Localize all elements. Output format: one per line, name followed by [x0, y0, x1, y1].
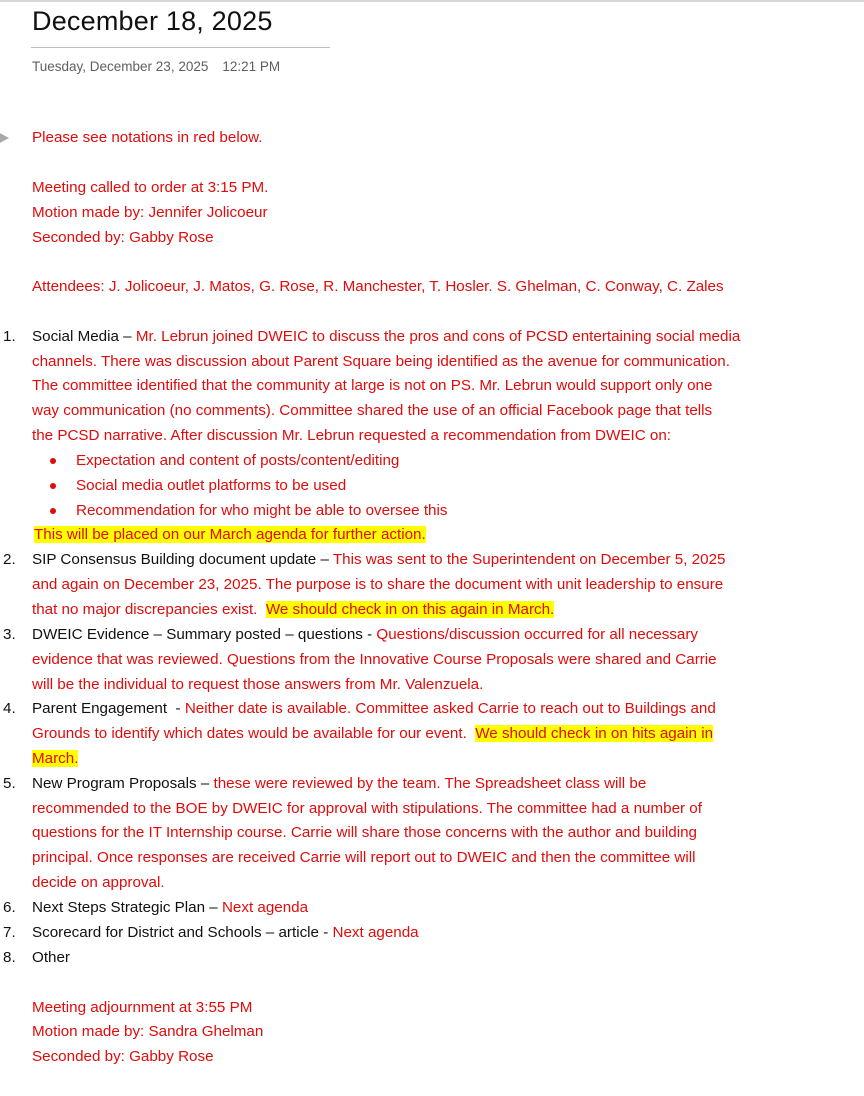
item-note: Next agenda — [221, 899, 309, 916]
item-note-line: will be the individual to request those answers from Mr. Valenzuela. — [32, 676, 484, 693]
item-note: Mr. Lebrun joined DWEIC to discuss the pros and cons of PCSD entertaining social media — [135, 328, 741, 345]
item-note-line: questions for the IT Internship course. Carrie will share those concerns with the author and building — [32, 824, 697, 841]
list-number: 5. — [3, 775, 16, 792]
bullet-icon — [50, 483, 56, 489]
item-note-line: way communication (no comments). Committee shared the use of an official Facebook page that tells — [32, 402, 713, 419]
item-label: SIP Consensus Building document update – — [32, 551, 333, 568]
top-border — [0, 0, 864, 2]
opening-line: Meeting called to order at 3:15 PM. — [32, 179, 269, 196]
sub-list-item: Recommendation for who might be able to oversee this — [76, 502, 448, 519]
item-note-line — [32, 722, 713, 747]
item-label: DWEIC Evidence – Summary posted – questions - — [32, 626, 377, 643]
item-label: Social Media – — [32, 328, 136, 345]
item-label: Scorecard for District and Schools – article - — [32, 924, 333, 941]
list-item — [32, 623, 698, 648]
list-number: 7. — [3, 924, 16, 941]
list-number: 1. — [3, 328, 16, 345]
item-note-text: Grounds to identify which dates would be available for our event. — [32, 725, 476, 742]
item-note-line: evidence that was reviewed. Questions from the Innovative Course Proposals were shared and Carrie — [32, 651, 717, 668]
sub-list-item: Social media outlet platforms to be used — [76, 477, 347, 494]
highlight-text: This will be placed on our March agenda for further action. — [34, 526, 426, 543]
list-item — [32, 896, 308, 921]
highlight-text: We should check in on this again in March. — [265, 601, 555, 618]
list-item — [32, 921, 419, 946]
item-note: This was sent to the Superintendent on December 5, 2025 — [332, 551, 726, 568]
list-number: 4. — [3, 700, 16, 717]
opening-line: Seconded by: Gabby Rose — [32, 229, 214, 246]
attendees-text: Attendees: J. Jolicoeur, J. Matos, G. Rose, R. Manchester, T. Hosler. S. Ghelman, C. Conway, C. Zales — [32, 278, 724, 295]
highlight-text: We should check in on hits again in — [475, 725, 714, 742]
note-container-handle-icon[interactable] — [0, 131, 9, 145]
item-note-line: The committee identified that the community at large is not on PS. Mr. Lebrun would support only one — [32, 377, 713, 394]
item-note-line: the PCSD narrative. After discussion Mr. Lebrun requested a recommendation from DWEIC on: — [32, 427, 672, 444]
item-note: Neither date is available. Committee asked Carrie to reach out to Buildings and — [184, 700, 716, 717]
highlighted-action — [34, 523, 426, 548]
closing-line: Motion made by: Sandra Ghelman — [32, 1023, 264, 1040]
list-number: 3. — [3, 626, 16, 643]
item-note: Next agenda — [332, 924, 419, 941]
item-label: New Program Proposals – — [32, 775, 214, 792]
item-label: Parent Engagement - — [32, 700, 185, 717]
item-note-line: and again on December 23, 2025. The purpose is to share the document with unit leadership to ensure — [32, 576, 724, 593]
list-item — [32, 325, 740, 350]
item-note-line: recommended to the BOE by DWEIC for approval with stipulations. The committee had a number of — [32, 800, 702, 817]
list-number: 8. — [3, 949, 16, 966]
list-item — [32, 697, 716, 722]
title-divider — [31, 47, 330, 48]
list-item — [32, 548, 725, 573]
item-note-line — [32, 747, 78, 772]
page-date: Tuesday, December 23, 2025 — [32, 59, 209, 74]
item-note: Questions/discussion occurred for all necessary — [376, 626, 699, 643]
item-note-line: principal. Once responses are received Carrie will report out to DWEIC and then the committee will — [32, 849, 696, 866]
item-note: these were reviewed by the team. The Spreadsheet class will be — [213, 775, 647, 792]
list-number: 2. — [3, 551, 16, 568]
closing-line: Meeting adjournment at 3:55 PM — [32, 999, 253, 1016]
list-item — [32, 772, 646, 797]
intro-text: Please see notations in red below. — [32, 129, 263, 146]
page-timestamp — [32, 59, 280, 74]
page-title[interactable]: December 18, 2025 — [32, 6, 273, 36]
item-label: Next Steps Strategic Plan – — [32, 899, 222, 916]
item-note-line: decide on approval. — [32, 874, 165, 891]
list-item: Other — [32, 949, 70, 966]
bullet-icon — [50, 508, 56, 514]
highlight-text: March. — [32, 750, 79, 767]
list-number: 6. — [3, 899, 16, 916]
sub-list-item: Expectation and content of posts/content/editing — [76, 452, 400, 469]
item-note-line: channels. There was discussion about Parent Square being identified as the avenue for communication. — [32, 353, 730, 370]
closing-line: Seconded by: Gabby Rose — [32, 1048, 214, 1065]
item-note-text: that no major discrepancies exist. — [32, 601, 266, 618]
item-note-line — [32, 598, 554, 623]
opening-line: Motion made by: Jennifer Jolicoeur — [32, 204, 268, 221]
bullet-icon — [50, 458, 56, 464]
page-time: 12:21 PM — [222, 59, 281, 74]
